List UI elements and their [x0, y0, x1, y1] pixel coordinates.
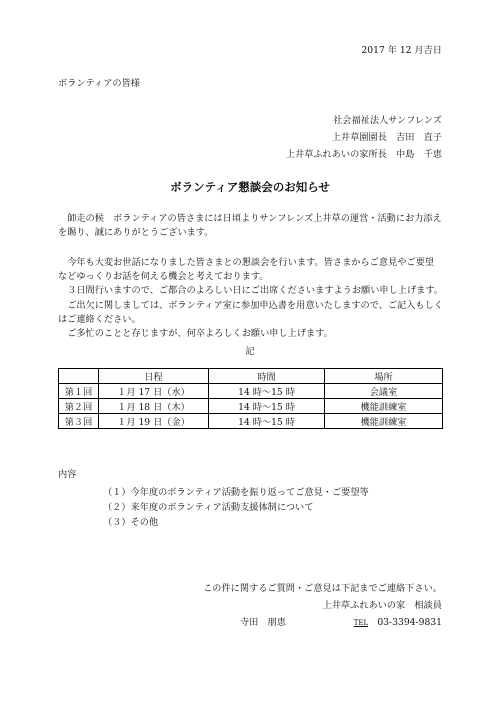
date-cell: １月 19 日（金）	[99, 414, 209, 429]
paragraph-attendance: ご出欠に関しましては、ボランティア室に参加申込書を用意いたしますので、ご記入もしくはご連絡ください。	[58, 299, 443, 325]
session-cell: 第２回	[59, 399, 99, 414]
header-session	[59, 369, 99, 384]
place-cell: 機能訓練室	[325, 399, 443, 414]
time-cell: 14 時～15 時	[209, 414, 325, 429]
schedule-header-row	[59, 369, 443, 384]
header-place: 場所	[325, 369, 443, 384]
contents-label: 内容	[58, 469, 77, 480]
session-cell: 第３回	[59, 414, 99, 429]
contact-organization: 上井草ふれあいの家 相談員	[322, 600, 442, 611]
paragraph-meeting: 今年も大変お世話になりました皆さまとの懇談会を行います。皆さまからご意見やご要望などゆっくりお話を伺える機会と考えております。	[58, 257, 434, 283]
paragraph-closing: ご多忙のことと存じますが、何卒よろしくお願い申し上げます。	[67, 328, 333, 340]
contact-phone	[354, 616, 442, 630]
time-cell: 14 時～15 時	[209, 384, 325, 399]
sender-facility-director: 上井草園園長 吉田 直子	[331, 132, 442, 143]
greeting-paragraph	[58, 212, 443, 240]
header-time: 時間	[209, 369, 325, 384]
greeting-text: 師走の候 ボランティアの皆さまには日頃よりサンフレンズ上井草の運営・活動にお力添えを賜り、誠にありがとうございます。	[58, 213, 442, 239]
document-title: ボランティア懇談会のお知らせ	[170, 180, 330, 194]
addressee: ボランティアの皆様	[58, 78, 140, 89]
document-date: 2017 年 12 月吉日	[361, 45, 442, 56]
phone-number: 03-3394-9831	[377, 617, 442, 628]
phone-label: TEL	[353, 619, 369, 627]
ki-heading: 記	[245, 346, 255, 357]
contact-person: 寺田 朋恵	[240, 617, 286, 628]
paragraph-three-days: ３日間行いますので、ご都合のよろしい日にご出席くださいますようお願い申し上げます。	[67, 285, 443, 297]
table-row	[59, 399, 443, 414]
place-cell: 会議室	[325, 384, 443, 399]
body-paragraphs	[58, 256, 443, 341]
date-cell: １月 18 日（木）	[99, 399, 209, 414]
place-cell: 機能訓練室	[325, 414, 443, 429]
contact-note: この件に関するご質問・ご意見は下記までご連絡下さい。	[203, 583, 442, 594]
session-cell: 第１回	[59, 384, 99, 399]
contents-item-2: （２）来年度のボランティア活動支援体制について	[103, 502, 314, 513]
sender-organization: 社会福祉法人サンフレンズ	[333, 115, 442, 126]
sender-house-director: 上井草ふれあいの家所長 中島 千恵	[285, 149, 442, 160]
date-cell: １月 17 日（水）	[99, 384, 209, 399]
table-row	[59, 384, 443, 399]
header-date: 日程	[99, 369, 209, 384]
schedule-table	[58, 368, 443, 429]
contents-item-3: （３）その他	[103, 517, 159, 528]
time-cell: 14 時～15 時	[209, 399, 325, 414]
table-row	[59, 414, 443, 429]
contents-item-1: （１）今年度のボランティア活動を振り返ってご意見・ご要望等	[103, 487, 369, 498]
